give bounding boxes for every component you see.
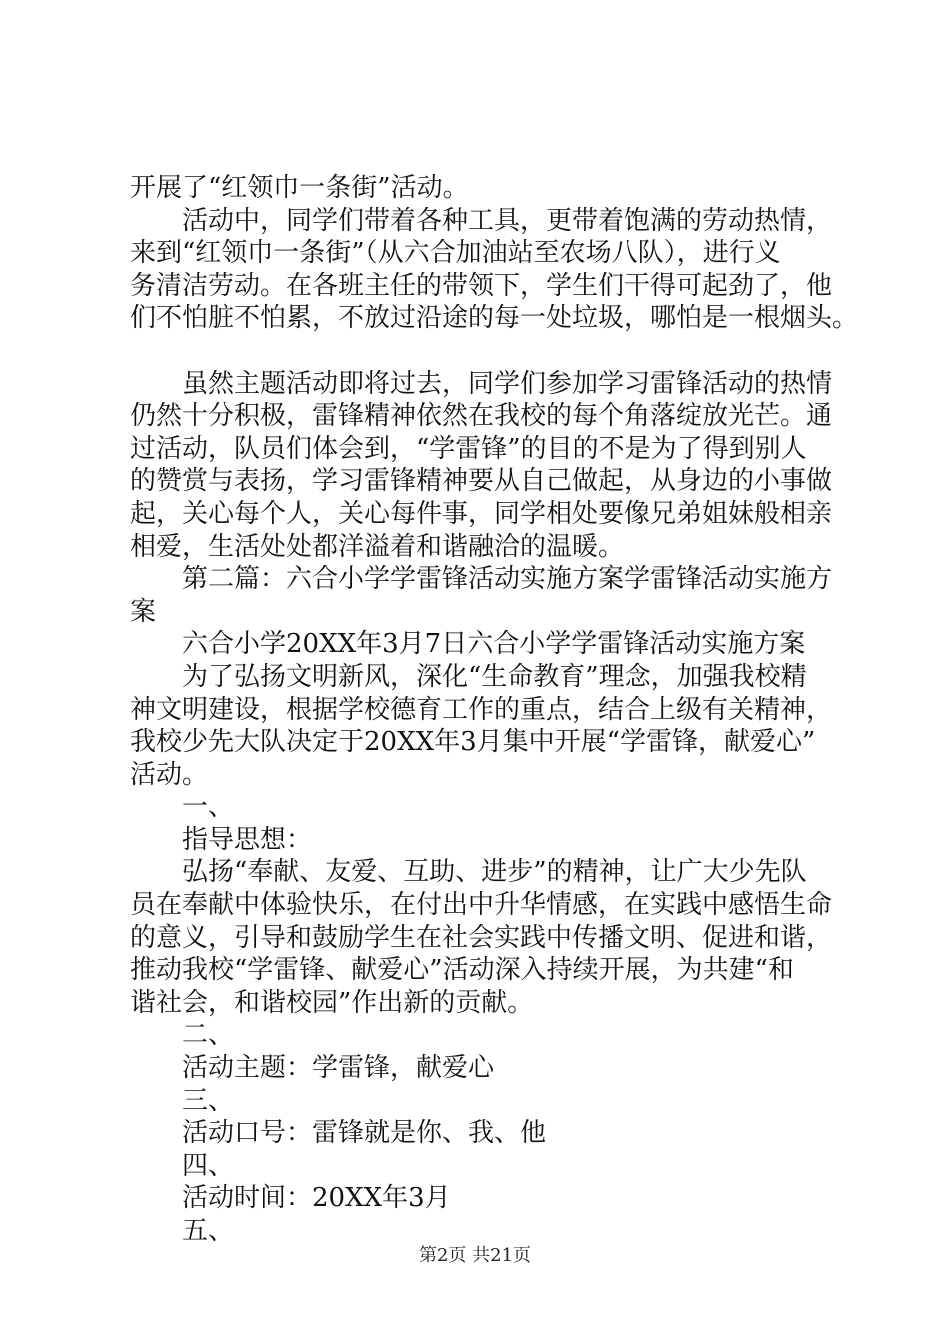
text-line: 开展了“红领巾一条街”活动。 [130,173,469,203]
text-line: 活动口号：雷锋就是你、我、他 [182,1118,547,1149]
text-line: 过活动，队员们体会到，“学雷锋”的目的不是为了得到别人 [130,433,807,464]
text-line: 起，关心每个人，关心每件事，同学相处要像兄弟姐妹般相亲 [130,498,833,529]
text-line: 谐社会，和谐校园”作出新的贡献。 [130,987,534,1018]
text-line: 六合小学20XX年3月7日六合小学学雷锋活动实施方案 [182,629,806,660]
text-line: 务清洁劳动。在各班主任的带领下，学生们干得可起劲了，他 [130,270,833,301]
text-line: 第二篇：六合小学学雷锋活动实施方案学雷锋活动实施方 [182,564,833,595]
text-line: 来到“红领巾一条街”（从六合加油站至农场八队），进行义 [130,238,781,269]
text-line: 案 [130,596,157,627]
text-line: 活动时间：20XX年3月 [182,1183,451,1214]
text-line: 二、 [182,1020,235,1051]
text-line: 员在奉献中体验快乐，在付出中升华情感，在实践中感悟生命 [130,890,833,921]
text-line: 的意义，引导和鼓励学生在社会实践中传播文明、促进和谐， [130,922,833,953]
text-line: 五、 [182,1216,235,1246]
text-line: 三、 [182,1085,235,1116]
text-line: 活动。 [130,759,209,790]
text-line: 弘扬“奉献、友爱、互助、进步”的精神，让广大少先队 [182,857,807,888]
text-line: 四、 [182,1150,235,1181]
blank-line [130,335,830,368]
page-footer: 第2页 共21页 [418,1245,532,1266]
text-line: 虽然主题活动即将过去，同学们参加学习雷锋活动的热情 [182,368,833,399]
text-line: 的赞赏与表扬，学习雷锋精神要从自己做起，从身边的小事做 [130,466,833,497]
text-line: 指导思想： [182,824,313,855]
text-line: 神文明建设，根据学校德育工作的重点，结合上级有关精神， [130,694,833,725]
document-body [130,172,859,1248]
text-line: 推动我校“学雷锋、献爱心”活动深入持续开展，为共建“和 [130,955,794,986]
text-line: 们不怕脏不怕累，不放过沿途的每一处垃圾，哪怕是一根烟头。 [130,303,859,334]
text-line: 一、 [182,792,235,823]
text-line: 我校少先大队决定于20XX年3月集中开展“学雷锋，献爱心” [130,727,816,758]
text-line: 为了弘扬文明新风，深化“生命教育”理念，加强我校精 [182,661,807,692]
text-line: 仍然十分积极，雷锋精神依然在我校的每个角落绽放光芒。通 [130,401,833,432]
text-line: 活动中，同学们带着各种工具，更带着饱满的劳动热情， [182,205,833,236]
text-line: 活动主题：学雷锋，献爱心 [182,1053,495,1084]
text-line: 相爱，生活处处都洋溢着和谐融洽的温暖。 [130,531,625,562]
